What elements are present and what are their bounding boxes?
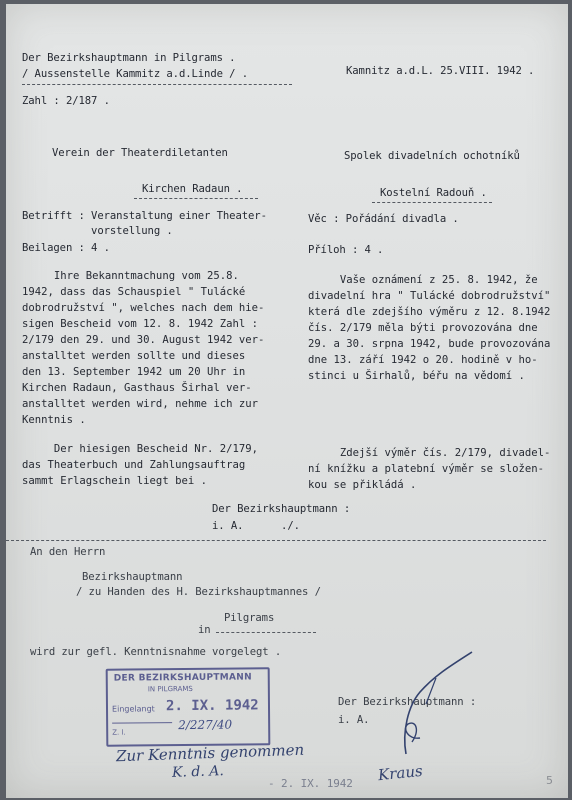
forwarding-to: An den Herrn bbox=[30, 546, 106, 558]
stamp-subtitle: IN PILGRAMS bbox=[147, 684, 193, 694]
czech-body-line: která dle zdejšího výměru z 12. 8.1942 bbox=[308, 306, 551, 318]
place-date: Kamnitz a.d.L. 25.VIII. 1942 . bbox=[346, 65, 535, 77]
addressee-german-place: Kirchen Radaun . bbox=[142, 183, 243, 195]
authority-line-2: / Aussenstelle Kammitz a.d.Linde / . bbox=[22, 68, 249, 80]
german-body-line: anstalltet werden sollte und dieses bbox=[22, 350, 246, 362]
stamp-date: 2. IX. 1942 bbox=[165, 697, 259, 715]
german-body-line: anstalltet werden wird, nehme ich zur bbox=[22, 398, 258, 410]
page-mark: 5 bbox=[546, 774, 553, 787]
subject-czech: Věc : Pořádání divadla . bbox=[308, 213, 459, 225]
signature-title: Der Bezirkshauptmann : bbox=[212, 503, 351, 515]
addressee-czech-place: Kostelní Radouň . bbox=[380, 187, 487, 199]
stamp-rule bbox=[112, 722, 172, 724]
reference-number: Zahl : 2/187 . bbox=[22, 95, 110, 107]
german-enclosure-line: Der hiesigen Bescheid Nr. 2/179, bbox=[22, 443, 258, 455]
received-stamp bbox=[106, 667, 271, 746]
forwarding-note: wird zur gefl. Kenntnisnahme vorgelegt . bbox=[30, 646, 282, 658]
subject-german-cont: vorstellung . bbox=[22, 225, 173, 237]
czech-body-line: dne 13. září 1942 o 20. hodině v ho- bbox=[308, 354, 538, 366]
german-body-line: den 13. September 1942 um 20 Uhr in bbox=[22, 366, 246, 378]
forwarding-signature-title: Der Bezirkshauptmann : bbox=[338, 696, 477, 708]
addressee-german-org: Verein der Theaterdiletanten bbox=[52, 147, 228, 159]
czech-enclosure-line: ní knížku a platební výměr se složen- bbox=[308, 463, 544, 475]
czech-body-line: divadelní hra " Tulácké dobrodružství" bbox=[308, 290, 551, 302]
forwarding-official: Bezirkshauptmann bbox=[82, 571, 183, 583]
handwritten-initials: Kraus bbox=[377, 761, 424, 785]
stamp-received-label: Eingelangt bbox=[111, 704, 155, 714]
handwriting-date-stamp: - 2. IX. 1942 bbox=[268, 777, 353, 790]
forwarding-divider bbox=[6, 540, 546, 541]
forwarding-attention: / zu Handen des H. Bezirkshauptmannes / bbox=[76, 586, 321, 598]
german-enclosure-line: das Theaterbuch und Zahlungsauftrag bbox=[22, 459, 246, 471]
forwarding-place: Pilgrams bbox=[224, 612, 275, 624]
handwritten-note-abbrev: K. d. A. bbox=[171, 763, 225, 781]
german-body-line: sigen Bescheid vom 12. 8. 1942 Zahl : bbox=[22, 318, 258, 330]
czech-body-line: stinci u Širhalů, béřu na vědomí . bbox=[308, 370, 525, 382]
german-body-line: Ihre Bekanntmachung vom 25.8. bbox=[22, 270, 239, 282]
subject-german: Betrifft : Veranstaltung einer Theater- bbox=[22, 210, 267, 222]
stamp-sub-label: Z. l. bbox=[112, 728, 126, 737]
header-divider bbox=[22, 84, 292, 85]
german-enclosure-line: sammt Erlagschein liegt bei . bbox=[22, 475, 207, 487]
addressee-czech-org: Spolek divadelních ochotníků bbox=[344, 150, 520, 162]
czech-enclosure-line: kou se přikládá . bbox=[308, 479, 417, 491]
czech-body-line: čís. 2/179 měla býti provozována dne bbox=[308, 322, 538, 334]
german-body-line: Kenntnis . bbox=[22, 414, 86, 426]
german-body-line: Kirchen Radaun, Gasthaus Širhal ver- bbox=[22, 382, 252, 394]
czech-body-line: Vaše oznámení z 25. 8. 1942, že bbox=[308, 274, 538, 286]
forwarding-signature-ia: i. A. bbox=[338, 714, 370, 726]
addressee-czech-underline bbox=[372, 202, 492, 203]
addressee-german-underline bbox=[134, 198, 258, 199]
attachments-german: Beilagen : 4 . bbox=[22, 242, 110, 254]
signature-flourish-icon bbox=[376, 644, 486, 764]
signature-ia: i. A. ./. bbox=[212, 520, 300, 532]
german-body-line: 1942, dass das Schauspiel " Tulácké bbox=[22, 286, 246, 298]
german-body-line: dobrodružství ", welches nach dem hie- bbox=[22, 302, 265, 314]
german-body-line: 2/179 den 29. und 30. August 1942 ver- bbox=[22, 334, 265, 346]
stamp-handwritten-number: 2/227/40 bbox=[178, 717, 233, 733]
authority-line-1: Der Bezirkshauptmann in Pilgrams . bbox=[22, 52, 236, 64]
stamp-title: DER BEZIRKSHAUPTMANN bbox=[113, 672, 252, 684]
czech-body-line: 29. a 30. srpna 1942, bude provozována bbox=[308, 338, 551, 350]
document-page bbox=[6, 4, 568, 798]
forwarding-place-line bbox=[216, 632, 316, 633]
attachments-czech: Příloh : 4 . bbox=[308, 244, 384, 256]
handwritten-note: Zur Kenntnis genommen bbox=[115, 740, 305, 766]
forwarding-in-label: in bbox=[198, 624, 211, 636]
czech-enclosure-line: Zdejší výměr čís. 2/179, divadel- bbox=[308, 447, 551, 459]
